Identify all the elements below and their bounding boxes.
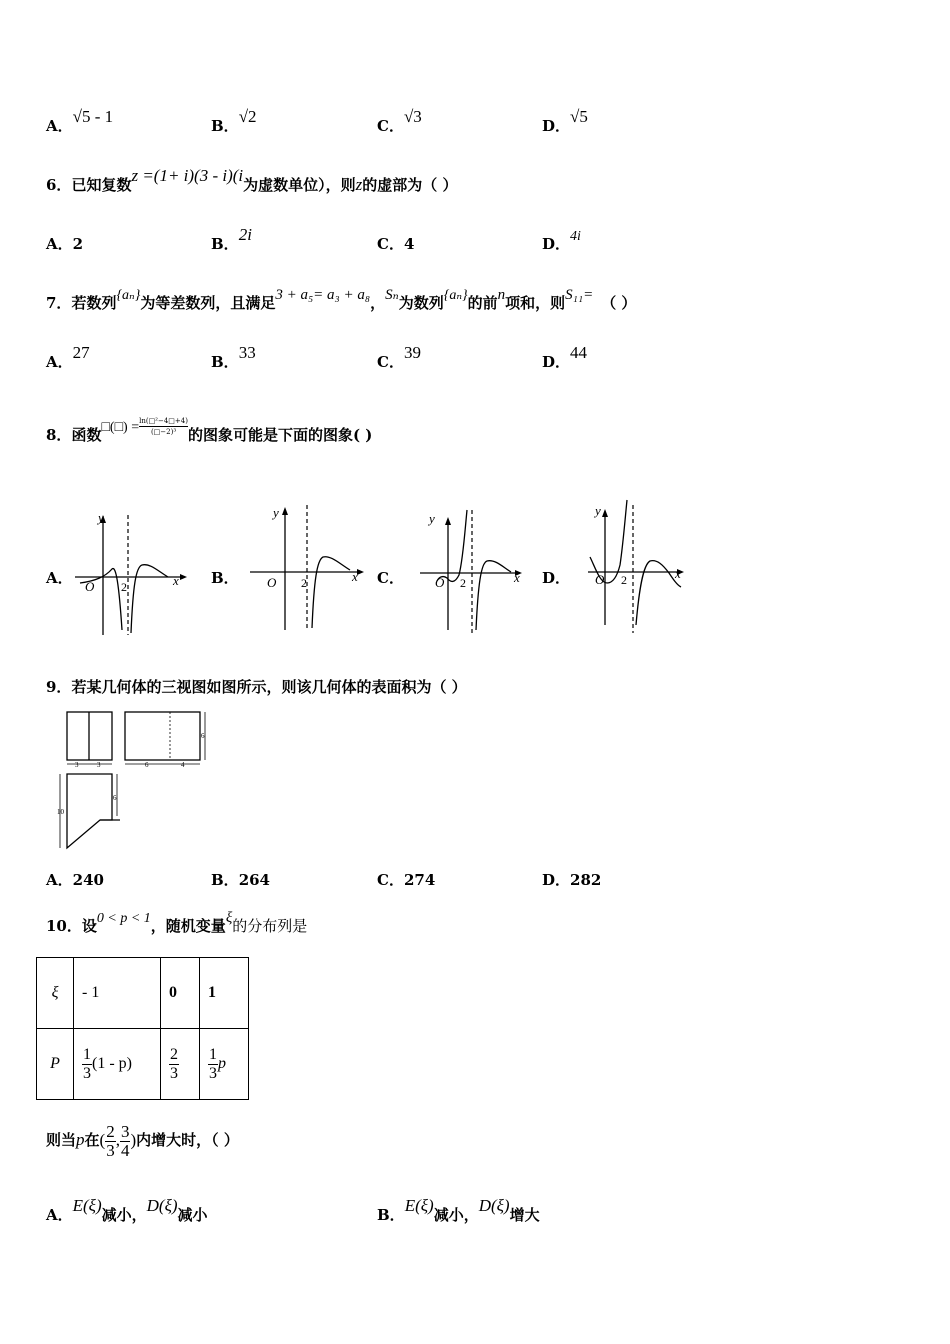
q8-graph-b (245, 500, 370, 635)
q6-option-d: D．4i (542, 229, 581, 253)
origin: O (435, 575, 445, 590)
table-cell: 0 (161, 958, 200, 1029)
q5-option-b: B．√2 (211, 107, 257, 135)
axis-y: y (98, 510, 104, 525)
dim-side-h: 6 (201, 732, 205, 740)
q6-option-c: C．4 (377, 235, 415, 253)
q5-option-d: D．√5 (542, 107, 588, 135)
dim-top-h2: 6 (113, 794, 117, 802)
dim-top-h: 10 (57, 808, 64, 816)
q8-option-c-letter: C． (377, 569, 404, 587)
q8-graph-d (585, 495, 695, 635)
q9-option-b: B．264 (211, 871, 270, 889)
q8-option-b-letter: B． (211, 569, 239, 587)
axis-y: y (273, 505, 279, 520)
dim-side-w1: 6 (145, 761, 149, 769)
q6-option-a: A．2 (46, 235, 84, 253)
tick-2: 2 (301, 576, 307, 590)
question-9: 9．若某几何体的三视图如图所示，则该几何体的表面积为（ ） (46, 678, 467, 696)
tick-2: 2 (460, 576, 466, 590)
table-cell: 1 (200, 958, 249, 1029)
table-cell: $\frac{1}{3}$ (1 - p) (74, 1029, 161, 1100)
distribution-table (36, 957, 249, 1100)
origin: O (267, 575, 277, 590)
table-cell: - 1 (74, 958, 161, 1029)
q9-three-view-diagram (55, 708, 220, 858)
question-7: 7．若数列{aₙ}为等差数列，且满足3 + a₅= a₃ + a₈，Sₙ为数列{aₙ}的前n项和，则S₁₁= （ ） (46, 287, 637, 312)
dim-side-w2: 4 (181, 761, 185, 769)
q5-option-a: A．√5 - 1 (46, 107, 114, 135)
axis-x: x (173, 573, 179, 588)
q7-option-b: B．33 (211, 343, 256, 371)
q9-option-d: D．282 (542, 871, 602, 889)
origin: O (595, 572, 605, 587)
q8-graph-a (70, 505, 190, 640)
dim-front-w1: 3 (75, 761, 79, 769)
question-10-followup: 则当p在( $\frac{2}{3}$ , $\frac{3}{4}$ )内增大时，（ ） (46, 1121, 239, 1160)
axis-x: x (514, 570, 520, 585)
axis-x: x (675, 566, 681, 581)
q9-option-a: A．240 (46, 871, 104, 889)
table-cell: $\frac{2}{3}$ (161, 1029, 200, 1100)
q8-graph-c (415, 505, 530, 640)
q10-option-a: A．E(ξ)减小，D(ξ)减小 (46, 1196, 208, 1224)
axis-x: x (352, 569, 358, 584)
q6-option-b: B．2i (211, 225, 252, 253)
q7-option-c: C．39 (377, 343, 421, 371)
table-cell: $\frac{1}{3}$ p (200, 1029, 249, 1100)
dim-front-w2: 3 (97, 761, 101, 769)
origin: O (85, 579, 95, 594)
q8-option-d-letter: D． (542, 569, 571, 587)
q5-option-c: C．√3 (377, 107, 422, 135)
q9-option-c: C．274 (377, 871, 436, 889)
q7-option-a: A．27 (46, 343, 90, 371)
axis-y: y (595, 503, 601, 518)
q10-option-b: B．E(ξ)减小，D(ξ)增大 (377, 1196, 540, 1224)
axis-y: y (429, 511, 435, 526)
tick-2: 2 (621, 573, 627, 587)
question-8: 8．函数□(□) = $\frac{\text{ln(□²−4□+4)}}{\text{(□−2)³}}$ 的图象可能是下面的图象( ) (46, 417, 373, 444)
table-cell: ξ (37, 958, 74, 1029)
question-10: 10．设0 < p < 1，随机变量ξ的分布列是 (46, 910, 308, 935)
question-6: 6．已知复数z =(1+ i)(3 - i)(i为虚数单位），则z的虚部为（ ） (46, 166, 458, 194)
tick-2: 2 (121, 580, 127, 594)
table-cell: P (37, 1029, 74, 1100)
q8-option-a-letter: A． (46, 569, 73, 587)
q7-option-d: D．44 (542, 343, 588, 371)
